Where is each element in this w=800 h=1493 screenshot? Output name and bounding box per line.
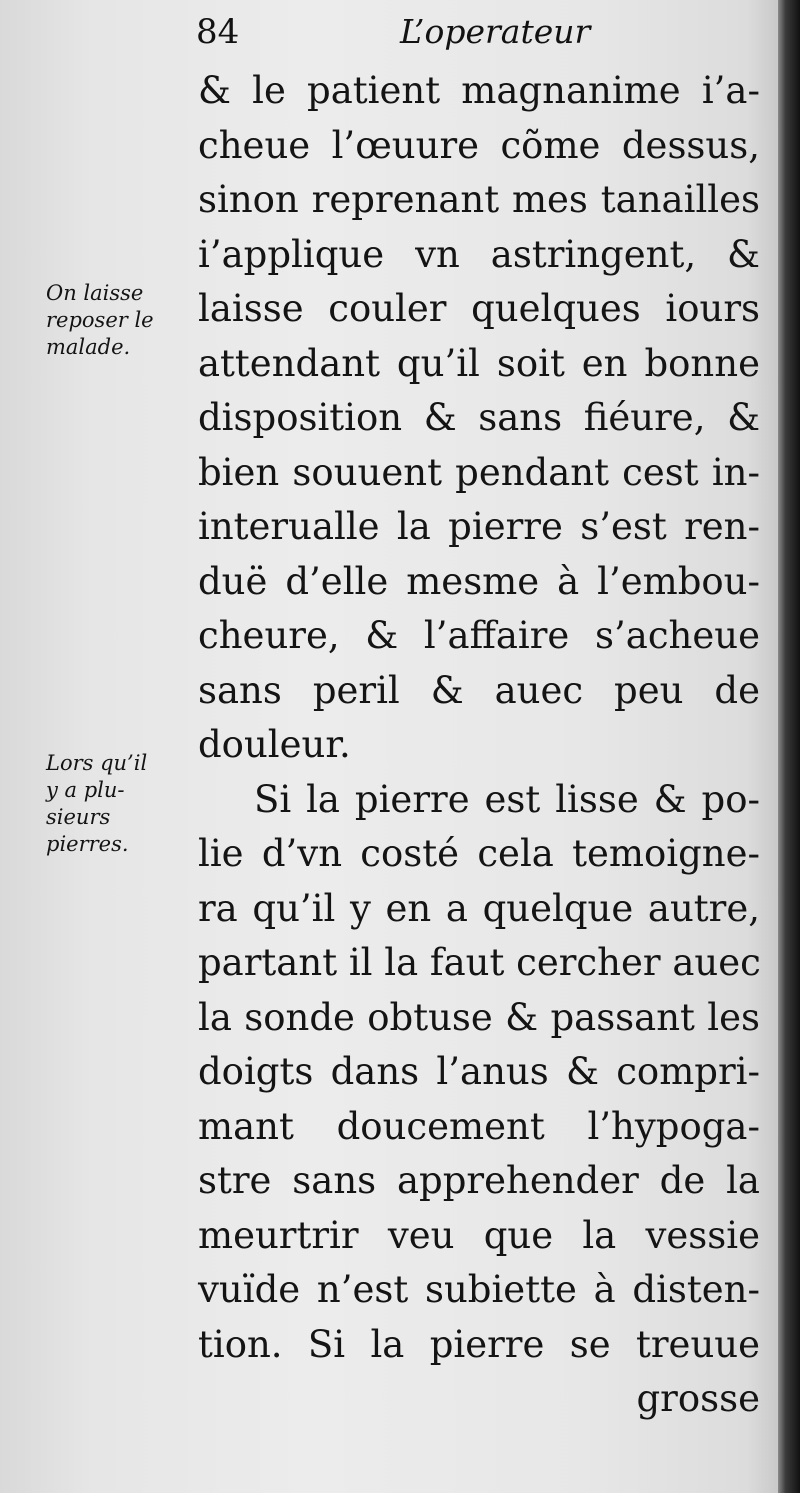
text-line: stre sans apprehender de la	[198, 1159, 760, 1202]
text-line: la sonde obtuse & passant les	[198, 995, 760, 1039]
margin-note-line: y a plu-	[46, 778, 125, 802]
margin-note-stones	[46, 750, 147, 858]
text-line: attendant qu’il soit en bonne	[198, 341, 760, 385]
margin-note-line: reposer le	[46, 308, 154, 332]
text-line: sinon reprenant mes tanailles	[198, 178, 760, 221]
text-line: ra qu’il y en a quelque autre,	[198, 886, 760, 930]
margin-note-rest	[46, 280, 154, 361]
text-line: mant doucement l’hypoga-	[198, 1104, 760, 1148]
margin-note-line: On laisse	[46, 281, 144, 305]
margin-note-line: pierres.	[46, 832, 129, 856]
text-line: bien souuent pendant cest in-	[198, 450, 760, 494]
catchword: grosse	[636, 1377, 760, 1420]
body-text	[198, 64, 760, 1427]
text-line: tion. Si la pierre se treuue	[198, 1322, 760, 1366]
margin-note-line: Lors qu’il	[46, 751, 148, 775]
text-line: cheure, & l’affaire s’acheue	[198, 614, 760, 657]
text-line: disposition & sans fiéure, &	[198, 396, 760, 439]
margin-note-line: sieurs	[46, 805, 111, 829]
text-line: laisse couler quelques iours	[198, 287, 760, 330]
page-number: 84	[196, 12, 240, 52]
text-line: vuïde n’est subiette à disten-	[198, 1268, 760, 1311]
text-line: douleur.	[198, 723, 351, 766]
text-line: interualle la pierre s’est ren-	[198, 505, 760, 548]
text-line: i’applique vn astringent, &	[198, 232, 760, 276]
text-line: meurtrir veu que la vessie	[198, 1213, 760, 1257]
text-line: doigts dans l’anus & compri-	[198, 1050, 760, 1093]
page-edge-shadow	[778, 0, 800, 1493]
text-line: cheue l’œuure cõme dessus,	[198, 123, 760, 167]
text-line: lie d’vn costé cela temoigne-	[198, 832, 760, 875]
margin-note-line: malade.	[46, 335, 131, 359]
text-line: partant il la faut cercher auec	[198, 941, 761, 984]
running-head: L’operateur	[400, 12, 591, 51]
text-line: & le patient magnanime i’a-	[198, 69, 760, 112]
text-line: sans peril & auec peu de	[198, 668, 760, 712]
text-line: duë d’elle mesme à l’embou-	[198, 559, 760, 603]
text-line: Si la pierre est lisse & po-	[254, 777, 760, 821]
